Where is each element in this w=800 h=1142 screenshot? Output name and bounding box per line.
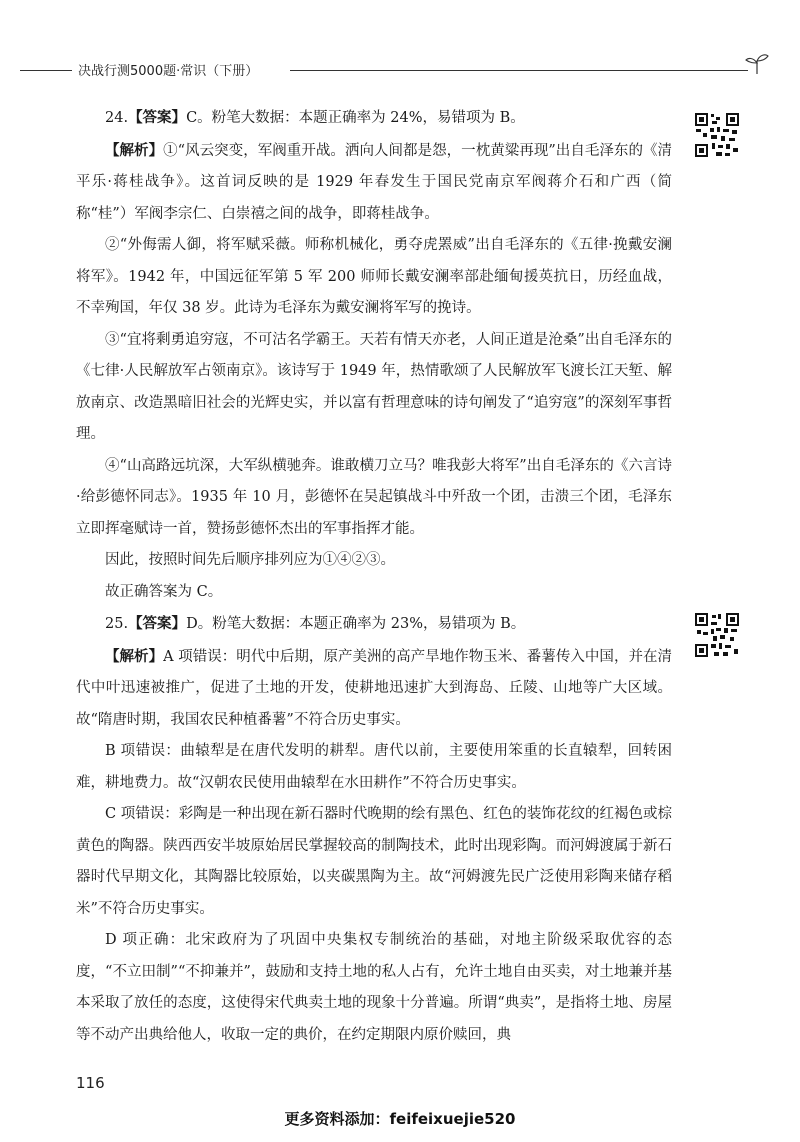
analysis-text: A 项错误：明代中后期，原产美洲的高产旱地作物玉米、番薯传入中国，并在清代中叶迅速被推广，促进了土地的开发，使耕地迅速扩大到海岛、丘陵、山地等广大区域。故“隋唐时期，我国农民种植番薯”不符合历史事实。 bbox=[76, 648, 673, 728]
question-number: 25. bbox=[105, 616, 129, 632]
sprout-icon bbox=[744, 52, 770, 76]
answer-label: 【答案】 bbox=[128, 615, 187, 632]
book-title: 决战行测5000题·常识（下册） bbox=[78, 64, 259, 79]
page-number: 116 bbox=[76, 1074, 105, 1092]
q25-item-b: B 项错误：曲辕犁是在唐代发明的耕犁。唐代以前，主要使用笨重的长直辕犁，回转困难，耕地费力。故“汉朝农民使用曲辕犁在水田耕作”不符合历史事实。 bbox=[76, 743, 672, 791]
qr-code-icon[interactable] bbox=[694, 112, 740, 158]
footer-note: 更多资料添加：feifeixuejie520 bbox=[284, 1110, 516, 1128]
analysis-text: ①“风云突变，军阀重开战。洒向人间都是怨，一枕黄粱再现”出自毛泽东的《清平乐·蒋桂战争》。这首词反映的是 1929 年春发生于国民党南京军阀蒋介石和广西（简称“桂”）军阀李宗仁、白崇禧之间的战争，即蒋桂战争。 bbox=[76, 142, 672, 222]
question-number: 24. bbox=[105, 110, 129, 126]
analysis-label: 【解析】 bbox=[105, 647, 164, 665]
page-header bbox=[20, 52, 770, 88]
q24-analysis bbox=[76, 135, 672, 231]
q25-item-d: D 项正确：北宋政府为了巩固中央集权专制统治的基础，对地主阶级采取优容的态度，“不立田制”“不抑兼并”，鼓励和支持土地的私人占有，允许土地自由买卖，对土地兼并基本采取了放任的态度，这使得宋代典卖土地的现象十分普遍。所谓“典卖”，是指将土地、房屋等不动产出典给他人，收取一定的典价，在约定期限内原价赎回，典 bbox=[76, 932, 672, 1043]
analysis-label: 【解析】 bbox=[105, 141, 164, 159]
answer-explanations bbox=[76, 102, 672, 1051]
q24-order: 因此，按照时间先后顺序排列应为①④②③。 bbox=[105, 552, 395, 568]
header-rule-left bbox=[20, 70, 72, 71]
q24-conclusion: 故正确答案为 C。 bbox=[105, 583, 223, 600]
q25-answer bbox=[76, 608, 672, 641]
q24-item-2: ②“外侮需人御，将军赋采薇。师称机械化，勇夺虎罴威”出自毛泽东的《五律·挽戴安澜将军》。1942 年，中国远征军第 5 军 200 师师长戴安澜率部赴缅甸援英抗日，历经血战，不幸殉国，年仅 38 岁。此诗为毛泽东为戴安澜将军写的挽诗。 bbox=[76, 237, 672, 316]
q24-answer bbox=[76, 102, 672, 135]
q25-analysis bbox=[76, 641, 672, 737]
header-rule-right bbox=[290, 70, 748, 71]
q25-item-c: C 项错误：彩陶是一种出现在新石器时代晚期的绘有黑色、红色的装饰花纹的红褐色或棕黄色的陶器。陕西西安半坡原始居民掌握较高的制陶技术，此时出现彩陶。而河姆渡属于新石器时代早期文化，其陶器比较原始，以夹碳黑陶为主。故“河姆渡先民广泛使用彩陶来储存稻米”不符合历史事实。 bbox=[76, 806, 672, 917]
answer-text: D。粉笔大数据：本题正确率为 23%，易错项为 B。 bbox=[186, 616, 526, 632]
answer-label: 【答案】 bbox=[128, 109, 187, 126]
q24-item-4: ④“山高路远坑深，大军纵横驰奔。谁敢横刀立马？唯我彭大将军”出自毛泽东的《六言诗·给彭德怀同志》。1935 年 10 月，彭德怀在吴起镇战斗中歼敌一个团，击溃三个团，毛泽东立即挥毫赋诗一首，赞扬彭德怀杰出的军事指挥才能。 bbox=[76, 457, 672, 537]
qr-code-icon[interactable] bbox=[694, 612, 740, 658]
answer-text: C。粉笔大数据：本题正确率为 24%，易错项为 B。 bbox=[186, 110, 525, 126]
q24-item-3: ③“宜将剩勇追穷寇，不可沽名学霸王。天若有情天亦老，人间正道是沧桑”出自毛泽东的《七律·人民解放军占领南京》。该诗写于 1949 年，热情歌颂了人民解放军飞渡长江天堑、解放南京、改造黑暗旧社会的光辉史实，并以富有哲理意味的诗句阐发了“追穷寇”的深刻军事哲理。 bbox=[76, 331, 672, 442]
